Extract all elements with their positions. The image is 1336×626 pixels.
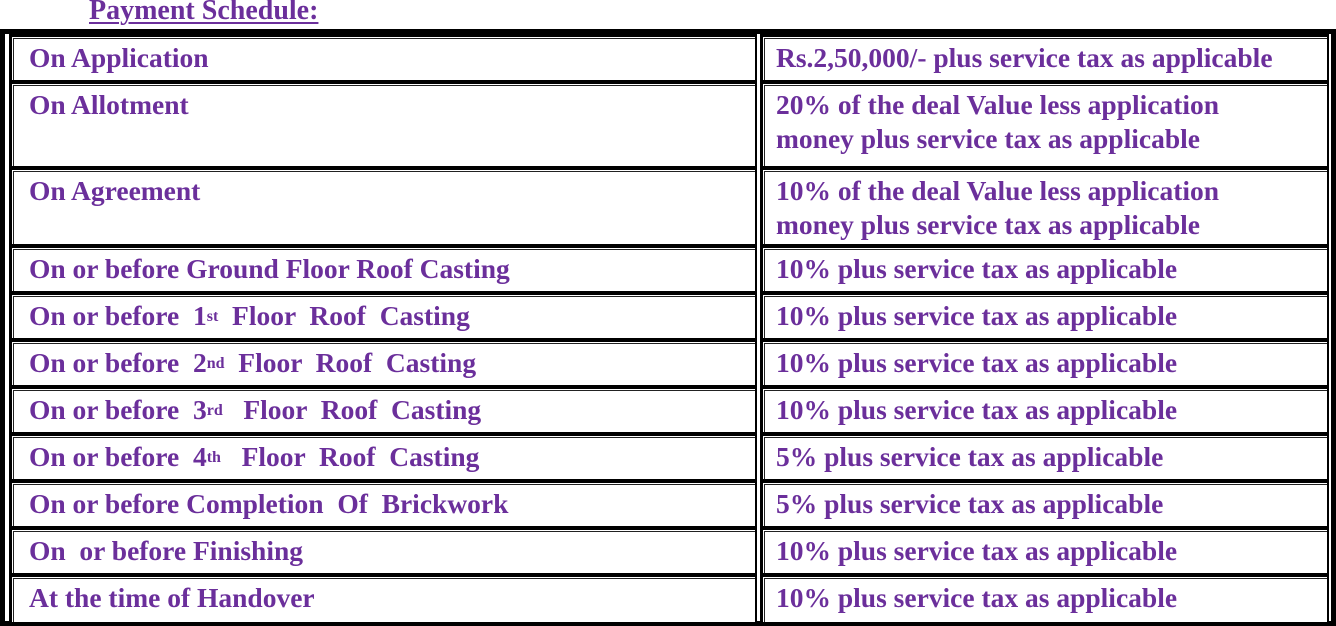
- table-row: [5, 245, 1331, 292]
- payment-text-continued: money plus service tax as applicable: [776, 209, 1200, 240]
- payment-text-continued: money plus service tax as applicable: [776, 123, 1200, 154]
- payment-schedule-table: [0, 29, 1336, 626]
- stage-label: At the time of Handover: [29, 582, 315, 613]
- ordinal-suffix: rd: [206, 402, 223, 419]
- payment-text: 5% plus service tax as applicable: [776, 441, 1164, 472]
- payment-text: 10% of the deal Value less application: [776, 175, 1220, 206]
- payment-text: 5% plus service tax as applicable: [776, 488, 1164, 519]
- ordinal-suffix: th: [206, 449, 221, 466]
- table-row: [5, 527, 1331, 574]
- stage-cell: [9, 480, 757, 527]
- payment-text: 10% plus service tax as applicable: [776, 535, 1178, 566]
- payment-cell: [760, 292, 1329, 339]
- stage-cell: [9, 81, 757, 167]
- table-row: [5, 34, 1331, 81]
- payment-cell: [760, 386, 1329, 433]
- stage-label: On or before 1st Floor Roof Casting: [29, 300, 470, 331]
- payment-cell: [760, 81, 1329, 167]
- table-row: [5, 480, 1331, 527]
- payment-text: 10% plus service tax as applicable: [776, 253, 1178, 284]
- payment-cell: [760, 245, 1329, 292]
- payment-cell: [760, 527, 1329, 574]
- ordinal-suffix: nd: [206, 355, 225, 372]
- payment-cell: [760, 480, 1329, 527]
- stage-cell: [9, 339, 757, 386]
- table-row: [5, 81, 1331, 167]
- stage-label: On or before 2nd Floor Roof Casting: [29, 347, 477, 378]
- page-title: Payment Schedule:: [89, 0, 319, 26]
- table-row: [5, 339, 1331, 386]
- payment-text: 10% plus service tax as applicable: [776, 347, 1178, 378]
- payment-text: 10% plus service tax as applicable: [776, 394, 1178, 425]
- stage-label: On or before Finishing: [29, 535, 304, 566]
- stage-label: On or before 3rd Floor Roof Casting: [29, 394, 482, 425]
- payment-text: 10% plus service tax as applicable: [776, 300, 1178, 331]
- stage-cell: [9, 292, 757, 339]
- payment-cell: [760, 339, 1329, 386]
- payment-cell: [760, 574, 1329, 623]
- stage-cell: [9, 245, 757, 292]
- stage-label: On or before Ground Floor Roof Casting: [29, 253, 510, 284]
- stage-cell: [9, 527, 757, 574]
- stage-cell: [9, 167, 757, 245]
- table-row: [5, 292, 1331, 339]
- payment-cell: [760, 167, 1329, 245]
- stage-cell: [9, 574, 757, 623]
- table-row: [5, 574, 1331, 623]
- payment-text: 20% of the deal Value less application: [776, 89, 1220, 120]
- table-row: [5, 433, 1331, 480]
- stage-cell: [9, 34, 757, 81]
- table-body: [5, 34, 1331, 621]
- stage-label: On Agreement: [29, 175, 201, 206]
- payment-text: 10% plus service tax as applicable: [776, 582, 1178, 613]
- payment-text: Rs.2,50,000/- plus service tax as applicable: [776, 42, 1273, 73]
- stage-label: On or before Completion Of Brickwork: [29, 488, 509, 519]
- payment-cell: [760, 433, 1329, 480]
- ordinal-suffix: st: [206, 308, 219, 325]
- stage-label: On Allotment: [29, 89, 189, 120]
- table-row: [5, 386, 1331, 433]
- stage-cell: [9, 386, 757, 433]
- stage-label: On Application: [29, 42, 209, 73]
- table-row: [5, 167, 1331, 245]
- payment-cell: [760, 34, 1329, 81]
- stage-label: On or before 4th Floor Roof Casting: [29, 441, 480, 472]
- stage-cell: [9, 433, 757, 480]
